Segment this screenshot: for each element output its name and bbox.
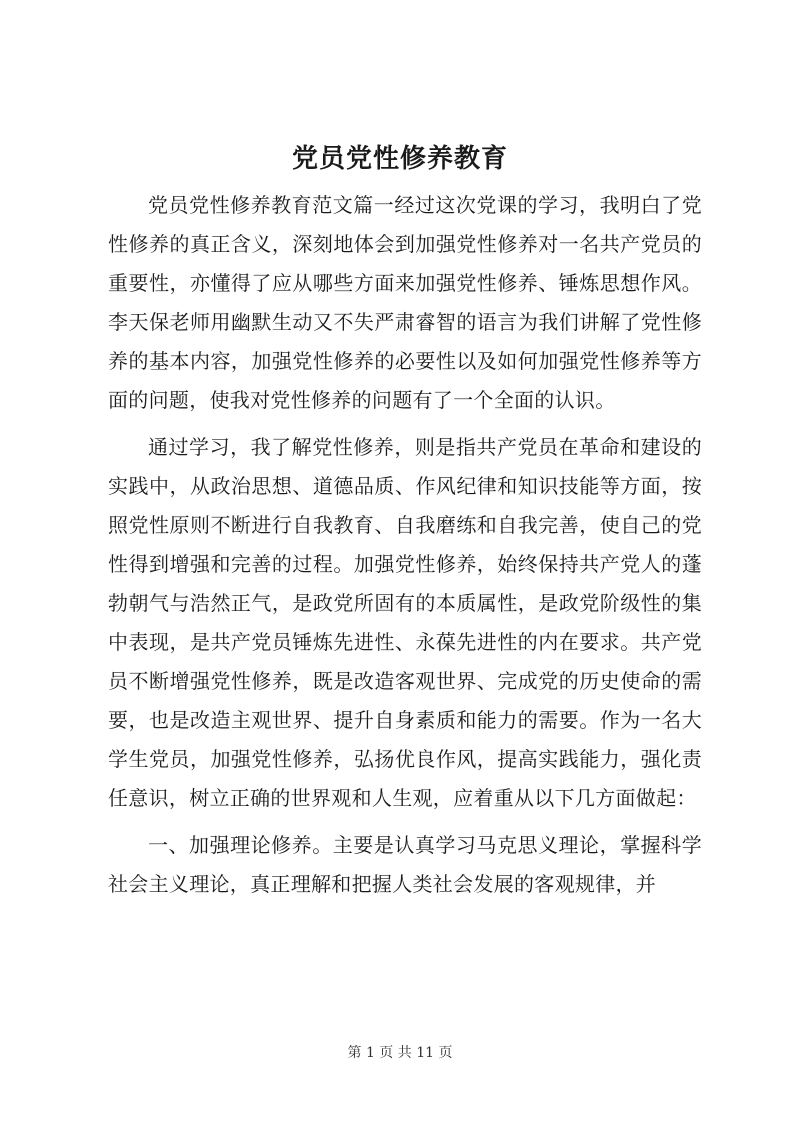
document-body — [108, 186, 702, 912]
paragraph-3: 一、加强理论修养。主要是认真学习马克思义理论，掌握科学社会主义理论，真正理解和把握人类社会发展的客观规律，并 — [108, 833, 702, 896]
document-title: 党员党性修养教育 — [291, 144, 508, 174]
paragraph-1: 党员党性修养教育范文篇一经过这次党课的学习，我明白了党性修养的真正含义，深刻地体会到加强党性修养对一名共产党员的重要性，亦懂得了应从哪些方面来加强党性修养、锤炼思想作风。李天保老师用幽默生动又不失严肃睿智的语言为我们讲解了党性修养的基本内容，加强党性修养的必要性以及如何加强党性修养等方面的问题，使我对党性修养的问题有了一个全面的认识。 — [108, 193, 702, 412]
paragraph-2: 通过学习，我了解党性修养，则是指共产党员在革命和建设的实践中，从政治思想、道德品质、作风纪律和知识技能等方面，按照党性原则不断进行自我教育、自我磨练和自我完善，使自己的党性得到增强和完善的过程。加强党性修养，始终保持共产党人的蓬勃朝气与浩然正气，是政党所固有的本质属性，是政党阶级性的集中表现，是共产党员锤炼先进性、永葆先进性的内在要求。共产党员不断增强党性修养，既是改造客观世界、完成党的历史使命的需要，也是改造主观世界、提升自身素质和能力的需要。作为一名大学生党员，加强党性修养，弘扬优良作风，提高实践能力，强化责任意识，树立正确的世界观和人生观，应着重从以下几方面做起： — [108, 435, 702, 810]
page-number-footer: 第 1 页 共 11 页 — [347, 1045, 453, 1061]
